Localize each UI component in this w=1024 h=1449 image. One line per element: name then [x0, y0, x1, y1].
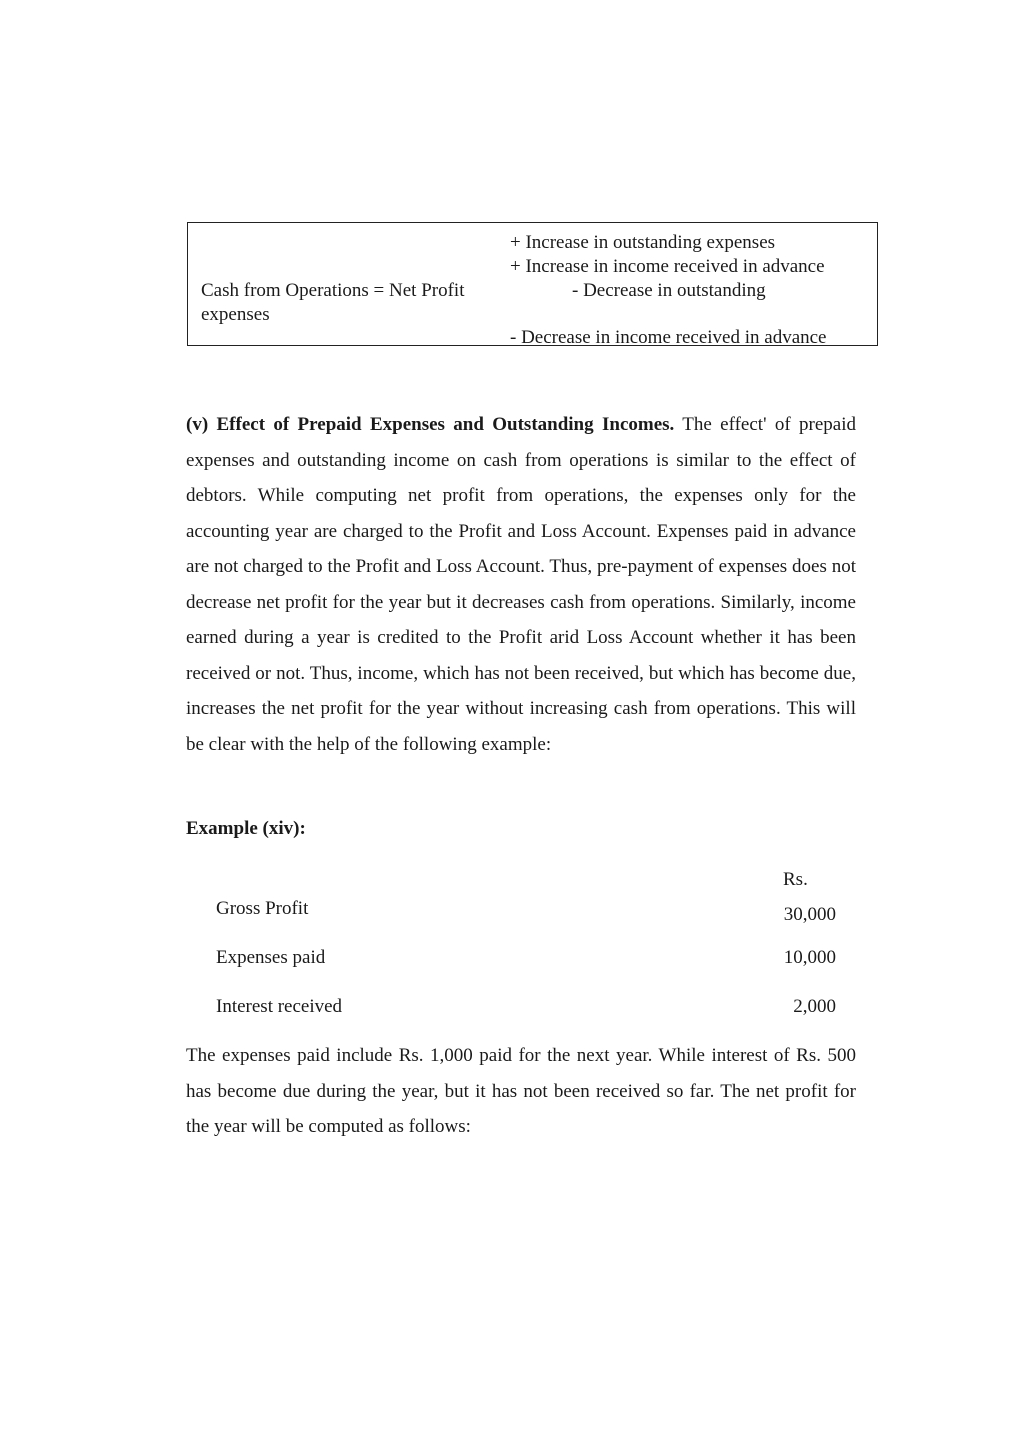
row-label-gross-profit: Gross Profit	[216, 898, 309, 919]
closing-paragraph: The expenses paid include Rs. 1,000 paid for the next year. While interest of Rs. 500 has become due during the year, but it has not been received so far. The net profit for the year will be computed as follows:	[186, 1045, 856, 1137]
currency-header: Rs.	[783, 869, 808, 890]
row-label-interest-received: Interest received	[216, 996, 343, 1017]
row-value-interest-received: 2,000	[793, 996, 836, 1017]
formula-increase-income-advance: + Increase in income received in advance	[510, 256, 825, 277]
section-paragraph	[186, 407, 856, 762]
formula-decrease-income-advance: - Decrease in income received in advance	[510, 327, 827, 348]
section-body: The effect' of prepaid expenses and outstanding income on cash from operations is similar to the effect of debtors. While computing net profit from operations, the expenses only for the accounting year are charged to the Profit and Loss Account. Expenses paid in advance are not charged to the Profit and Loss Account. Thus, pre-payment of expenses does not decrease net profit for the year but it decreases cash from operations. Similarly, income earned during a year is credited to the Profit arid Loss Account whether it has been received or not. Thus, income, which has not been received, but which has become due, increases the net profit for the year without increasing cash from operations. This will be clear with the help of the following example:	[186, 414, 856, 755]
row-value-expenses-paid: 10,000	[783, 947, 836, 968]
formula-left-label: Cash from Operations = Net Profit	[201, 280, 465, 301]
formula-expenses-word: expenses	[201, 304, 270, 325]
section-heading: (v) Effect of Prepaid Expenses and Outstanding Incomes.	[186, 414, 675, 435]
formula-increase-outstanding-expenses: + Increase in outstanding expenses	[510, 232, 776, 253]
formula-decrease-outstanding: - Decrease in outstanding	[572, 280, 766, 301]
row-value-gross-profit: 30,000	[783, 904, 836, 925]
example-title: Example (xiv):	[186, 818, 306, 839]
cash-from-operations-formula-box	[187, 222, 878, 346]
row-label-expenses-paid: Expenses paid	[216, 947, 326, 968]
